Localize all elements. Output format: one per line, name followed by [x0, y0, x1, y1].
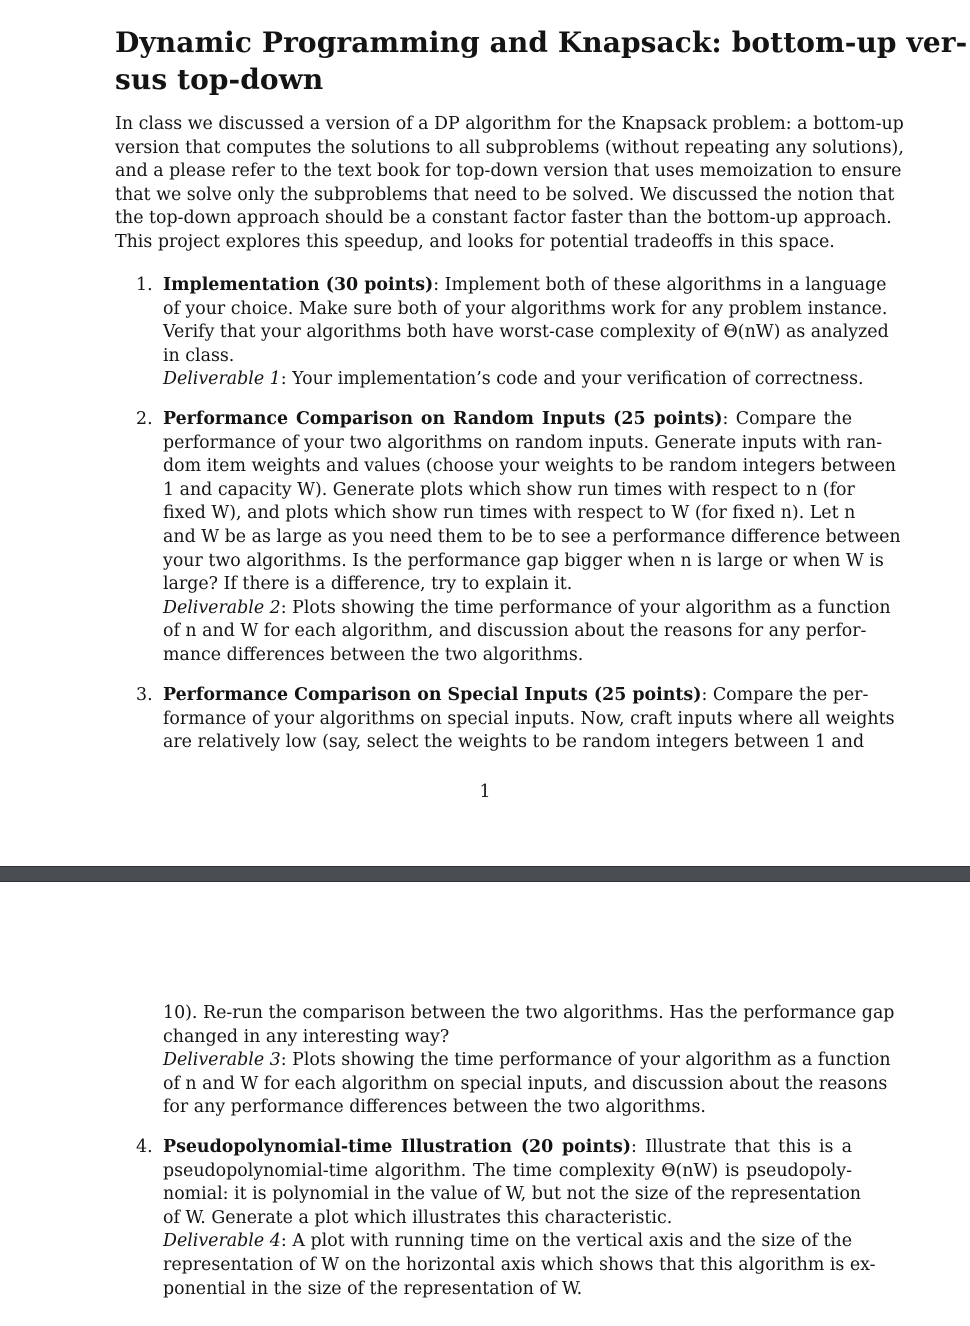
title-line: Dynamic Programming and Knapsack: bottom-up ver- — [115, 26, 968, 59]
item-line: Pseudopolynomial-time Illustration (20 points): Illustrate that this is a — [163, 1137, 852, 1157]
item-line: performance of your two algorithms on random inputs. Generate inputs with ran- — [163, 432, 883, 453]
intro-line: This project explores this speedup, and looks for potential tradeoffs in this space. — [115, 231, 835, 252]
deliverable-line: Deliverable 4: A plot with running time on the vertical axis and the size of the — [163, 1231, 852, 1252]
item-line: in class. — [163, 345, 235, 366]
item-line: dom item weights and values (choose your weights to be random integers between — [163, 456, 896, 477]
item-line: Performance Comparison on Special Inputs (25 points): Compare the per- — [163, 685, 869, 705]
deliverable-label: Deliverable 1 — [163, 369, 281, 390]
deliverable-line: Deliverable 2: Plots showing the time performance of your algorithm as a function — [163, 597, 891, 618]
intro-line: and a please refer to the text book for top-down version that uses memoization to ensure — [115, 161, 902, 182]
intro-line: the top-down approach should be a constant factor faster than the bottom-up approach. — [115, 208, 892, 229]
deliverable-label: Deliverable 2 — [163, 597, 281, 618]
item-line: of W. Generate a plot which illustrates this characteristic. — [163, 1207, 673, 1228]
item-line: nomial: it is polynomial in the value of W, but not the size of the representation — [163, 1184, 861, 1205]
deliverable-line: representation of W on the horizontal axis which shows that this algorithm is ex- — [163, 1254, 876, 1275]
item-heading: Implementation (30 points) — [163, 275, 434, 295]
deliverable-line: of n and W for each algorithm on special inputs, and discussion about the reasons — [163, 1073, 888, 1094]
item-line: Implementation (30 points): Implement both of these algorithms in a language — [163, 275, 887, 295]
page-number: 1 — [479, 782, 491, 802]
intro-line: In class we discussed a version of a DP algorithm for the Knapsack problem: a bottom-up — [115, 114, 904, 134]
deliverable-line: ponential in the size of the representation of W. — [163, 1278, 583, 1299]
title-line: sus top-down — [115, 63, 324, 96]
item-number: 1. — [136, 275, 153, 295]
item-line: Performance Comparison on Random Inputs (25 points): Compare the — [163, 409, 852, 429]
item-line: large? If there is a difference, try to explain it. — [163, 574, 573, 595]
intro-line: that we solve only the subproblems that need to be solved. We discussed the notion that — [115, 184, 895, 205]
item-line: are relatively low (say, select the weights to be random integers between 1 and — [163, 732, 865, 753]
deliverable-line: Deliverable 1: Your implementation’s code and your verification of correctness. — [163, 369, 864, 390]
item-number: 4. — [136, 1137, 153, 1157]
deliverable-line: Deliverable 3: Plots showing the time performance of your algorithm as a function — [163, 1050, 891, 1071]
document-page-2 — [0, 882, 970, 1326]
page-separator — [0, 866, 970, 882]
item-line: formance of your algorithms on special inputs. Now, craft inputs where all weights — [163, 708, 895, 729]
item-heading: Performance Comparison on Random Inputs (25 points) — [163, 409, 723, 429]
intro-line: version that computes the solutions to all subproblems (without repeating any solutions), — [115, 137, 904, 158]
item-heading: Pseudopolynomial-time Illustration (20 points) — [163, 1137, 632, 1157]
deliverable-line: of n and W for each algorithm, and discussion about the reasons for any perfor- — [163, 621, 867, 642]
item-number: 3. — [136, 685, 153, 705]
item-heading: Performance Comparison on Special Inputs (25 points) — [163, 685, 702, 705]
item-line: Verify that your algorithms both have worst-case complexity of Θ(nW) as analyzed — [163, 322, 889, 343]
deliverable-line: for any performance differences between the two algorithms. — [163, 1097, 706, 1118]
item-line: of your choice. Make sure both of your algorithms work for any problem instance. — [163, 298, 888, 319]
item-line: and W be as large as you need them to be to see a performance difference between — [163, 526, 901, 547]
deliverable-line: mance differences between the two algorithms. — [163, 644, 584, 665]
item-line: 1 and capacity W). Generate plots which show run times with respect to n (for — [163, 479, 855, 500]
item-line: 10). Re-run the comparison between the two algorithms. Has the performance gap — [163, 1003, 895, 1023]
item-line: your two algorithms. Is the performance gap bigger when n is large or when W is — [163, 550, 884, 571]
document-title — [115, 24, 968, 98]
deliverable-label: Deliverable 4 — [163, 1231, 281, 1252]
item-line: pseudopolynomial-time algorithm. The time complexity Θ(nW) is pseudopoly- — [163, 1160, 852, 1181]
item-line: fixed W), and plots which show run times with respect to W (for fixed n). Let n — [163, 503, 856, 524]
item-number: 2. — [136, 409, 153, 429]
item-line: changed in any interesting way? — [163, 1026, 450, 1047]
intro-paragraph — [115, 113, 904, 255]
deliverable-label: Deliverable 3 — [163, 1050, 281, 1071]
